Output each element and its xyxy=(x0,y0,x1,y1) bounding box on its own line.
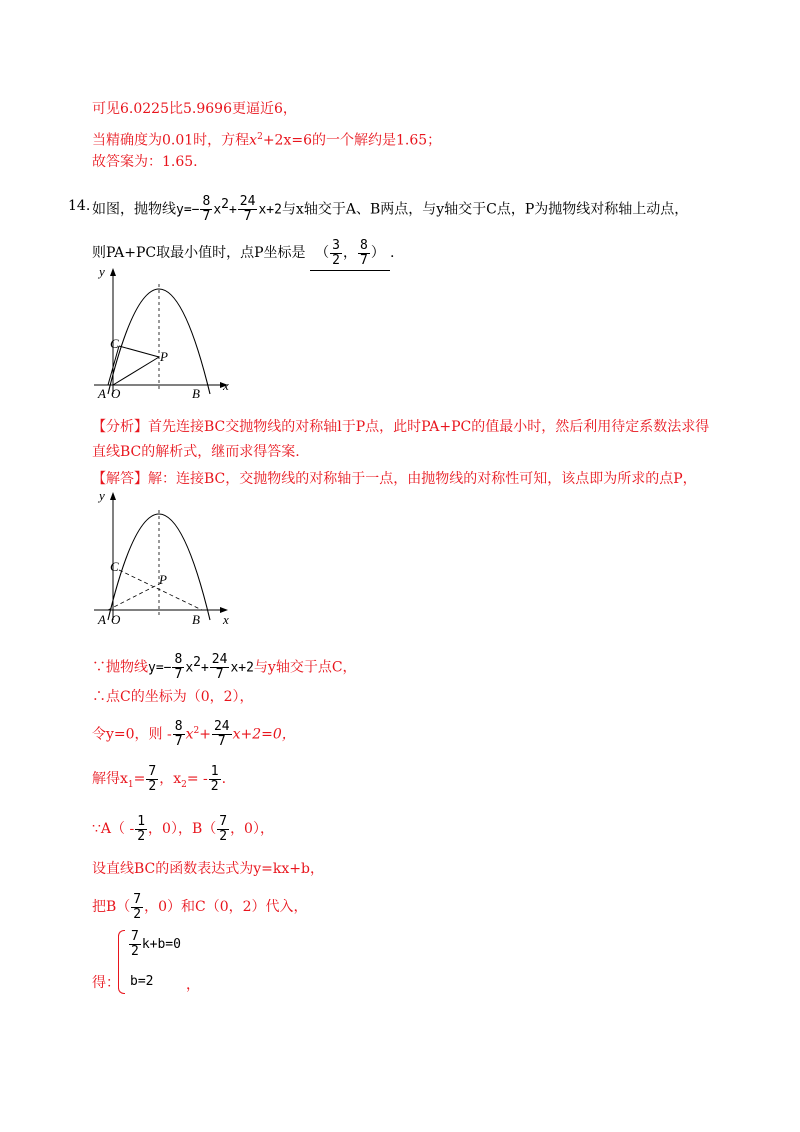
label-x: x xyxy=(223,612,229,627)
segment-AP xyxy=(113,357,159,385)
step7-fraction-7-2: $\frac{7}{2}$ xyxy=(133,891,142,922)
segment-CP xyxy=(119,346,159,357)
label-y: y xyxy=(99,488,105,503)
solution-step-5: ∵A（ - $\frac{1}{2}$ ，0），B（ $\frac{7}{2}$ ，0）， xyxy=(92,813,274,844)
step1-formula-y: y=− xyxy=(148,660,172,676)
solution-step-3: 令y=0，则 - $\frac{8}{7}$ $x^2+$ $\frac{24}{7}$ x+2=0， xyxy=(92,719,296,750)
formula-x: x xyxy=(213,202,222,218)
fraction-8-7: $\frac{8}{7}$ xyxy=(202,194,211,225)
solution-step-6: 设直线BC的函数表达式为y=kx+b， xyxy=(92,861,324,877)
line2-sup: 2 xyxy=(257,132,263,142)
solution-text-1: 解：连接BC，交抛物线的对称轴于一点，由抛物线的对称性可知，该点即为所求的点P， xyxy=(148,471,697,487)
question-text-a: 如图，抛物线 xyxy=(92,201,176,218)
analysis-line-2: 直线BC的解析式，继而求得答案. xyxy=(92,444,300,460)
solution-line-1 xyxy=(92,470,697,488)
label-B: B xyxy=(192,386,200,401)
solution-step-8-comma: ， xyxy=(186,977,200,993)
question-period: . xyxy=(389,245,395,261)
solution-step-7: 把B（ $\frac{7}{2}$ ，0）和C（0，2）代入， xyxy=(92,891,308,922)
label-P: P xyxy=(160,349,168,364)
label-B: B xyxy=(192,612,200,627)
step1-text-b: 与y轴交于点C， xyxy=(253,659,357,676)
analysis-tag: 【分析】 xyxy=(92,419,148,435)
y-arrow xyxy=(110,268,116,276)
label-P: P xyxy=(159,572,167,587)
step4-fraction-1-2: $\frac{1}{2}$ xyxy=(210,763,219,794)
line2-part-c: +2x=6的一个解约是1.65； xyxy=(262,132,442,149)
step3-fraction-24-7: $\frac{24}{7}$ xyxy=(213,719,230,750)
segment-AP-dashed xyxy=(108,584,159,610)
label-A: A xyxy=(98,612,106,627)
step1-x: x xyxy=(185,660,194,676)
step1-tail: x+2 xyxy=(230,660,254,676)
label-C: C xyxy=(110,336,119,351)
label-x: x xyxy=(223,378,229,393)
analysis-text-1: 首先连接BC交抛物线的对称轴l于P点，此时PA+PC的值最小时，然后利用待定系数法求得 xyxy=(148,419,710,435)
question-line-1 xyxy=(92,190,688,226)
system-line-1: $\frac{7}{2}$ k+b=0 xyxy=(131,929,181,959)
step1-plus: + xyxy=(200,660,209,676)
y-arrow xyxy=(110,492,116,500)
formula-tail: x+2 xyxy=(258,202,282,218)
step5-fraction-1-2: $\frac{1}{2}$ xyxy=(137,813,146,844)
solution-tag: 【解答】 xyxy=(92,471,148,487)
question-formula-y: y=− xyxy=(176,202,200,218)
text-line-1: 可见6.0225比5.9696更逼近6， xyxy=(92,101,297,117)
text-line-2 xyxy=(92,128,441,150)
figure-parabola-1 xyxy=(86,264,246,404)
formula-sup: 2 xyxy=(221,197,229,212)
step1-fraction-8-7: $\frac{8}{7}$ xyxy=(174,652,183,683)
step4-fraction-7-2: $\frac{7}{2}$ xyxy=(148,763,157,794)
solution-step-8: 得： xyxy=(92,975,120,991)
question-number: 14. xyxy=(68,198,91,214)
step1-fraction-24-7: $\frac{24}{7}$ xyxy=(211,652,228,683)
answer-blank: （ $\frac{3}{2}$ ， $\frac{8}{7}$ ） xyxy=(310,236,390,271)
figure-parabola-2 xyxy=(86,488,246,628)
label-O: O xyxy=(111,612,121,627)
answer-fraction-8-7: $\frac{8}{7}$ xyxy=(359,237,368,268)
solution-step-2: ∴点C的坐标为（0，2）， xyxy=(92,689,254,705)
label-A: A xyxy=(98,386,106,401)
fraction-24-7: $\frac{24}{7}$ xyxy=(239,194,256,225)
system-line-2: b=2 xyxy=(130,974,154,989)
solution-step-1 xyxy=(92,648,357,684)
solution-step-4: 解得$x_1=$ $\frac{7}{2}$ ，$x_2=$ - $\frac{1}{2}$ . xyxy=(92,763,227,794)
label-C: C xyxy=(110,559,119,574)
question-line2-text: 则PA+PC取最小值时，点P坐标是 xyxy=(92,245,306,261)
text-line-3: 故答案为：1.65. xyxy=(92,154,198,170)
label-O: O xyxy=(111,386,121,401)
line2-x: x xyxy=(249,132,258,149)
system-fraction-7-2: $\frac{7}{2}$ xyxy=(131,929,139,959)
formula-plus: + xyxy=(228,202,237,218)
question-text-b: 与x轴交于A、B两点，与y轴交于C点，P为抛物线对称轴上动点， xyxy=(281,201,689,218)
label-y: y xyxy=(99,264,105,279)
step5-fraction-7-2: $\frac{7}{2}$ xyxy=(219,813,228,844)
analysis-line-1 xyxy=(92,418,709,436)
step1-sup: 2 xyxy=(193,655,201,670)
step1-text-a: ∵抛物线 xyxy=(92,659,148,676)
line2-part-a: 当精确度为0.01时，方程 xyxy=(92,132,250,149)
step3-fraction-8-7: $\frac{8}{7}$ xyxy=(174,719,183,750)
answer-fraction-3-2: $\frac{3}{2}$ xyxy=(332,237,340,268)
